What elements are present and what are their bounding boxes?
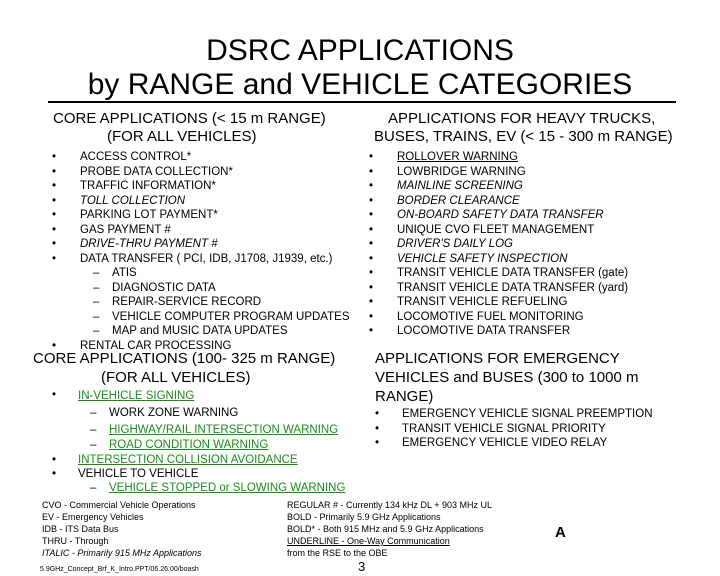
bullet-icon: •	[52, 165, 57, 178]
bullet-icon: •	[52, 454, 57, 466]
dash-icon: –	[93, 296, 100, 308]
core-mid-heading-2: (FOR ALL VEHICLES)	[101, 369, 251, 386]
bullet-icon: •	[369, 180, 374, 192]
bullet-icon: •	[52, 238, 57, 250]
legend-left-line: ITALIC - Primarily 915 MHz Applications	[42, 548, 202, 558]
list-item: • GAS PAYMENT #	[52, 223, 171, 236]
dash-icon: –	[90, 439, 97, 451]
bullet-icon: •	[369, 281, 374, 294]
list-item: • TRANSIT VEHICLE REFUELING	[369, 296, 568, 308]
sub-list-item: – ATIS	[93, 267, 137, 279]
dash-icon: –	[90, 424, 97, 436]
bullet-icon: •	[375, 437, 380, 449]
legend-left-line: EV - Emergency Vehicles	[42, 512, 144, 522]
title-underline	[48, 101, 676, 103]
core-mid-heading-1: CORE APPLICATIONS (100- 325 m RANGE)	[33, 350, 336, 367]
list-item: • LOCOMOTIVE DATA TRANSFER	[369, 325, 571, 337]
list-item: • TRAFFIC INFORMATION*	[52, 180, 216, 192]
sub-list-item: – REPAIR-SERVICE RECORD	[93, 296, 262, 308]
title-line-2: by RANGE and VEHICLE CATEGORIES	[87, 68, 633, 101]
heavy-heading-1: APPLICATIONS FOR HEAVY TRUCKS,	[388, 110, 656, 127]
bullet-icon: •	[52, 252, 57, 265]
sub-list-item: VEHICLE STOPPED or SLOWING WARNING	[109, 482, 346, 494]
legend-left-line: IDB - ITS Data Bus	[42, 524, 119, 534]
core-short-list	[52, 150, 350, 353]
bullet-icon: •	[369, 238, 374, 250]
dash-icon: –	[93, 325, 100, 337]
sub-list-item: – VEHICLE COMPUTER PROGRAM UPDATES	[93, 310, 350, 323]
list-item: • TRANSIT VEHICLE DATA TRANSFER (yard)	[369, 281, 629, 294]
list-item: • UNIQUE CVO FLEET MANAGEMENT	[369, 223, 595, 236]
legend-right-line: BOLD* - Both 915 MHz and 5.9 GHz Applications	[287, 524, 484, 534]
list-item: • ROLLOVER WARNING	[369, 151, 518, 163]
list-item: • ACCESS CONTROL*	[52, 151, 192, 163]
list-item: • DRIVER'S DAILY LOG	[369, 238, 513, 250]
sub-list-item: – DIAGNOSTIC DATA	[93, 281, 216, 294]
bullet-icon: •	[369, 267, 374, 279]
emergency-heading-3: RANGE)	[375, 388, 434, 405]
core-short-heading-2: (FOR ALL VEHICLES)	[107, 128, 257, 145]
list-item: • DATA TRANSFER ( PCI, IDB, J1708, J1939, etc.)	[52, 252, 333, 265]
list-item: • PARKING LOT PAYMENT*	[52, 209, 218, 221]
footer-filename: 5.9GHz_Concept_Brf_K_Intro.PPT/06.26.00/boash	[40, 566, 199, 573]
emergency-heading-1: APPLICATIONS FOR EMERGENCY	[375, 350, 620, 367]
dash-icon: –	[90, 482, 97, 494]
bullet-icon: •	[375, 408, 380, 420]
sub-list-item: ROAD CONDITION WARNING	[109, 439, 269, 451]
legend-right-line: BOLD - Primarily 5.9 GHz Applications	[287, 512, 441, 522]
bullet-icon: •	[369, 209, 374, 221]
list-item: • VEHICLE SAFETY INSPECTION	[369, 252, 568, 265]
dash-icon: –	[93, 281, 100, 294]
page-number: 3	[358, 559, 366, 574]
sub-list-item: – MAP and MUSIC DATA UPDATES	[93, 325, 288, 337]
legend-right-line: REGULAR # - Currently 134 kHz DL + 903 MHz UL	[287, 500, 492, 510]
list-item: EMERGENCY VEHICLE SIGNAL PREEMPTION	[402, 408, 653, 420]
core-short-heading-1: CORE APPLICATIONS (< 15 m RANGE)	[53, 110, 326, 127]
dash-icon: –	[93, 267, 100, 279]
bullet-icon: •	[369, 151, 374, 163]
list-item: VEHICLE TO VEHICLE	[78, 468, 199, 480]
list-item: • BORDER CLEARANCE	[369, 194, 520, 207]
heavy-list	[369, 150, 629, 339]
bullet-icon: •	[369, 325, 374, 337]
list-item: • DRIVE-THRU PAYMENT #	[52, 238, 218, 250]
bullet-icon: •	[52, 339, 57, 352]
list-item: • LOWBRIDGE WARNING	[369, 165, 526, 178]
list-item: INTERSECTION COLLISION AVOIDANCE	[78, 454, 298, 466]
list-item: • LOCOMOTIVE FUEL MONITORING	[369, 310, 584, 323]
list-item: • ON-BOARD SAFETY DATA TRANSFER	[369, 209, 604, 221]
bullet-icon: •	[369, 310, 374, 323]
list-item-in-vehicle-signing: IN-VEHICLE SIGNING	[78, 390, 195, 402]
bullet-icon: •	[52, 389, 57, 401]
bullet-icon: •	[52, 209, 57, 221]
legend-right-line: from the RSE to the OBE	[287, 548, 388, 558]
dash-icon: –	[90, 407, 97, 419]
list-item: • TOLL COLLECTION	[52, 194, 186, 207]
bullet-icon: •	[375, 423, 380, 435]
list-item: • MAINLINE SCREENING	[369, 180, 523, 192]
emergency-heading-2: VEHICLES and BUSES (300 to 1000 m	[375, 369, 639, 386]
bullet-icon: •	[369, 296, 374, 308]
title-line-1: DSRC APPLICATIONS	[206, 34, 514, 67]
bullet-icon: •	[52, 180, 57, 192]
bullet-icon: •	[369, 223, 374, 236]
page-letter: A	[555, 524, 566, 541]
list-item: TRANSIT VEHICLE SIGNAL PRIORITY	[402, 423, 606, 435]
legend-left-line: CVO - Commercial Vehicle Operations	[42, 500, 196, 510]
bullet-icon: •	[369, 165, 374, 178]
list-item: • TRANSIT VEHICLE DATA TRANSFER (gate)	[369, 267, 629, 279]
list-item: EMERGENCY VEHICLE VIDEO RELAY	[402, 437, 608, 449]
bullet-icon: •	[369, 194, 374, 207]
bullet-icon: •	[52, 468, 57, 480]
sub-list-item: HIGHWAY/RAIL INTERSECTION WARNING	[109, 424, 339, 436]
legend-right-line: UNDERLINE - One-Way Communication	[287, 536, 450, 546]
bullet-icon: •	[369, 252, 374, 265]
bullet-icon: •	[52, 194, 57, 207]
legend-left-line: THRU - Through	[42, 536, 109, 546]
dash-icon: –	[93, 310, 100, 323]
sub-list-item: WORK ZONE WARNING	[109, 407, 239, 419]
heavy-heading-2: BUSES, TRAINS, EV (< 15 - 300 m RANGE)	[374, 128, 673, 145]
bullet-icon: •	[52, 151, 57, 163]
list-item: • RENTAL CAR PROCESSING	[52, 339, 232, 352]
list-item: • PROBE DATA COLLECTION*	[52, 165, 233, 178]
bullet-icon: •	[52, 223, 57, 236]
